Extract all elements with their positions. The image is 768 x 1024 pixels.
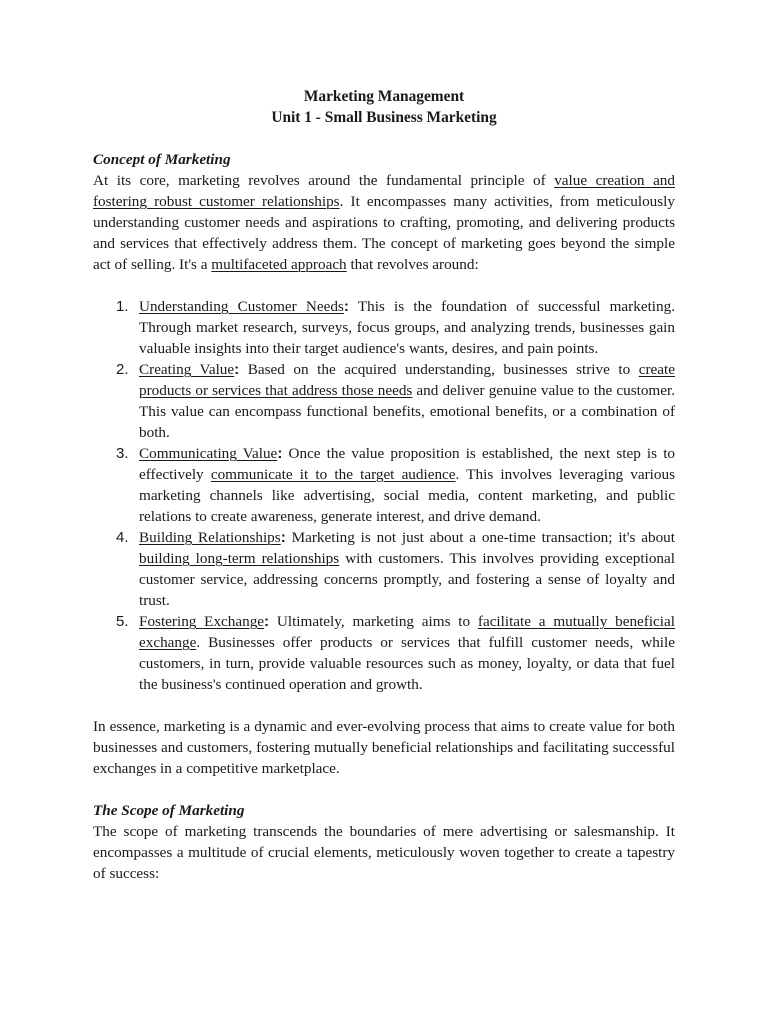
section-heading-concept: Concept of Marketing	[93, 151, 231, 168]
list-item-text: Based on the acquired understanding, businesses strive to	[239, 361, 639, 378]
list-item	[93, 296, 675, 359]
list-item-underline: communicate it to the target audience	[210, 466, 456, 483]
list-item-term: Creating Value	[139, 361, 235, 378]
section-heading-scope: The Scope of Marketing	[93, 802, 245, 819]
list-item-number: 5.	[116, 613, 129, 630]
list-item	[93, 359, 675, 443]
list-item-colon: :	[343, 298, 349, 315]
list-item-term: Fostering Exchange	[139, 613, 265, 630]
concept-intro-underline: value creation and fostering robust customer relationships	[93, 172, 675, 210]
list-item-number: 2.	[116, 361, 129, 378]
concept-intro-text: that revolves around:	[346, 256, 479, 273]
list-item-text: Marketing is not just about a one-time transaction; it's about	[285, 529, 675, 546]
list-item-term: Building Relationships	[139, 529, 281, 546]
concept-intro-paragraph	[93, 170, 675, 275]
list-item-term: Communicating Value	[139, 445, 278, 462]
list-item-number: 3.	[116, 445, 129, 462]
list-item	[93, 527, 675, 611]
list-item-text: Once the value proposition is established, the next step is to effectively	[139, 445, 676, 483]
list-item-underline: facilitate a mutually beneficial exchange	[139, 613, 675, 651]
list-item-text: with customers. This involves providing exceptional customer service, addressing concerns promptly, and fostering a sense of loyalty and trust.	[139, 550, 675, 609]
list-item-term: Understanding Customer Needs	[139, 298, 344, 315]
list-item-text: and deliver genuine value to the customer. This value can encompass functional benefits, emotional benefits, or a combination of both.	[139, 382, 675, 441]
title-block	[93, 86, 675, 128]
scope-intro-paragraph: The scope of marketing transcends the boundaries of mere advertising or salesmanship. It encompasses a multitude of crucial elements, meticulously woven together to create a tapestry of success:	[93, 823, 675, 882]
list-item-colon: :	[234, 361, 240, 378]
list-item-text: . Businesses offer products or services that fulfill customer needs, while customers, in turn, provide valuable resources such as money, loyalty, or data that fuel the business's continued operation and growth.	[139, 634, 675, 693]
document-subtitle: Unit 1 - Small Business Marketing	[271, 109, 497, 126]
list-item-number: 1.	[116, 298, 129, 315]
concept-intro-text: . It encompasses many activities, from meticulously understanding customer needs and aspirations to crafting, promoting, and delivering products and services that effectively address them. The concept of marketing goes beyond the simple act of selling. It's a	[93, 193, 675, 273]
list-item-colon: :	[264, 613, 270, 630]
list-item-underline: building long-term relationships	[139, 550, 340, 567]
document-title: Marketing Management	[303, 88, 465, 105]
concept-intro-underline: multifaceted approach	[211, 256, 347, 273]
list-item-colon: :	[277, 445, 283, 462]
document-page	[93, 86, 675, 884]
paragraph-spacer	[93, 695, 675, 716]
concept-intro-text: At its core, marketing revolves around the fundamental principle of	[93, 172, 555, 189]
list-item	[93, 611, 675, 695]
list-item-text: . This involves leveraging various marketing channels like advertising, social media, content marketing, and public relations to create awareness, generate interest, and drive demand.	[139, 466, 676, 525]
list-item-number: 4.	[116, 529, 129, 546]
list-item-underline: create products or services that address those needs	[139, 361, 675, 399]
list-item-text: Ultimately, marketing aims to	[269, 613, 478, 630]
list-item	[93, 443, 675, 527]
concept-summary-paragraph: In essence, marketing is a dynamic and ever-evolving process that aims to create value for both businesses and customers, fostering mutually beneficial relationships and facilitating successful exchanges in a competitive marketplace.	[93, 718, 675, 777]
concept-numbered-list	[93, 296, 675, 695]
list-item-text: This is the foundation of successful marketing. Through market research, surveys, focus groups, and analyzing trends, businesses gain valuable insights into their target audience's wants, desires, and pain points.	[139, 298, 675, 357]
list-item-colon: :	[280, 529, 286, 546]
